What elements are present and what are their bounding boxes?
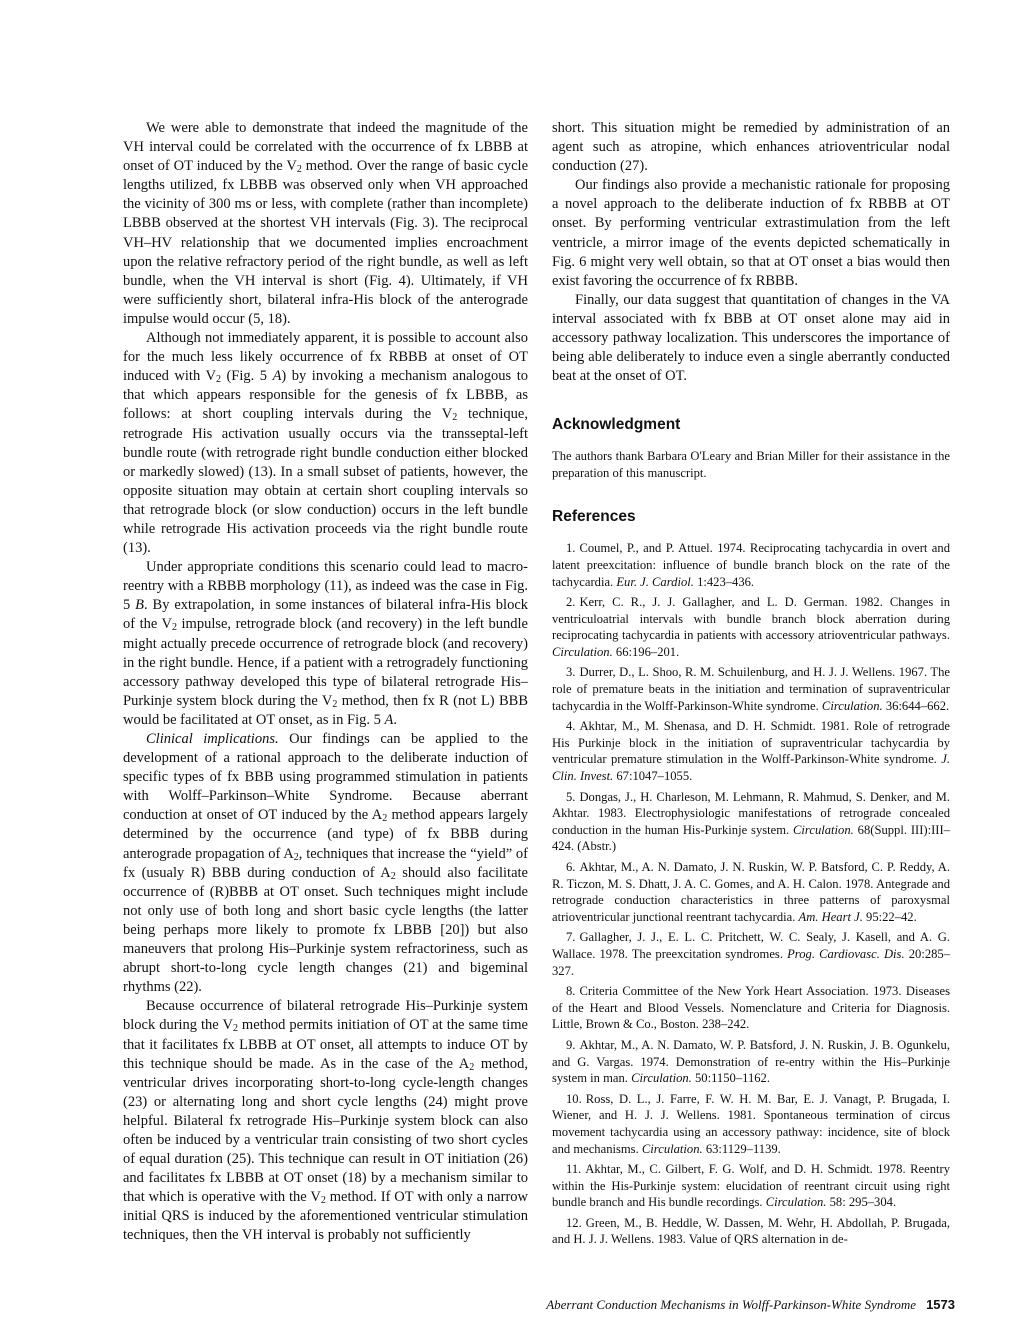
body-paragraph: [123, 730, 528, 997]
reference-number: 9.: [566, 1037, 576, 1052]
running-title: Aberrant Conduction Mechanisms in Wolff-Parkinson-White Syndrome: [546, 1297, 917, 1312]
reference-text: Kerr, C. R., J. J. Gallagher, and L. D. German. 1982. Changes in ventriculoatrial intervals with bundle branch block aberration during reciprocating tachycardia in patients with accessory atrioventricular pathways.: [552, 595, 950, 643]
reference-citation: 66:196–201.: [615, 644, 680, 659]
reference-number: 12.: [566, 1215, 582, 1230]
reference-item: [552, 789, 950, 855]
reference-text: Coumel, P., and P. Attuel. 1974. Reciprocating tachycardia in overt and latent preexcitation: influence of bundle branch block on the rate of the tachycardia.: [552, 541, 950, 589]
reference-item: [552, 718, 950, 784]
reference-journal: Circulation.: [793, 822, 854, 837]
reference-journal: Circulation.: [631, 1071, 692, 1086]
reference-journal: Prog. Cardiovasc. Dis.: [787, 946, 905, 961]
reference-citation: 1:423–436.: [697, 574, 755, 589]
references-heading: References: [552, 508, 636, 526]
reference-item: [552, 983, 950, 1033]
reference-text: Gallagher, J. J., E. L. C. Pritchett, W. C. Sealy, J. Kasell, and A. G. Wallace. 1978. The preexcitation syndromes.: [552, 930, 950, 961]
page-footer: [505, 1297, 955, 1313]
body-paragraph: Under appropriate conditions this scenario could lead to macro-reentry with a RBBB morphology (11), as indeed was the case in Fig. 5 B. By extrapolation, in some instances of bilateral infra-His block of the $V_2$ impulse, retrograde block (and recovery) in the left bundle might actually precede occurrence of retrograde block (and recovery) in the right bundle. Hence, if a patient with a retrogradely functioning accessory pathway developed this type of bilateral retrograde His–Purkinje system block during the $V_2$ method, then fx R (not L) BBB would be facilitated at OT onset, as in Fig. 5 A.: [123, 559, 529, 728]
reference-journal: J. Clin. Invest.: [552, 752, 950, 784]
reference-number: 4.: [566, 719, 576, 734]
section-lead: Clinical implications.: [146, 731, 279, 747]
reference-citation: 50:1150–1162.: [695, 1071, 770, 1086]
reference-item: [552, 594, 950, 660]
reference-text: Ross, D. L., J. Farre, F. W. H. M. Bar, E. J. Vanagt, P. Brugada, I. Wiener, and H. J. J. Wellens. 1981. Spontaneous termination of circus movement tachycardia using an accessory pathway: incidence, site of block and mechanisms.: [552, 1091, 950, 1156]
reference-item: [552, 929, 950, 979]
reference-text: Akhtar, M., C. Gilbert, F. G. Wolf, and D. H. Schmidt. 1978. Reentry within the His-Purkinje system: elucidation of reentrant circuit using right bundle branch and His bundle recordings.: [552, 1162, 950, 1210]
reference-citation: 36:644–662.: [885, 698, 950, 713]
reference-citation: 58: 295–304.: [829, 1195, 897, 1210]
reference-citation: 20:285–327.: [552, 946, 951, 978]
right-column: [552, 119, 950, 1252]
reference-item: [552, 1215, 950, 1248]
reference-number: 8.: [566, 984, 576, 999]
body-paragraph: We were able to demonstrate that indeed the magnitude of the VH interval could be correlated with the occurrence of fx LBBB at onset of OT induced by the $V_2$ method. Over the range of basic cycle lengths utilized, fx LBBB was observed only when VH approached the vicinity of 300 ms or less, with complete (rather than incomplete) LBBB observed at the shortest VH intervals (Fig. 3). The reciprocal VH–HV relationship that we documented implies encroachment upon the relative refractory period of the right bundle, as well as left bundle, when the VH interval is short (Fig. 4). Ultimately, if VH were sufficiently short, bilateral infra-His block of the anterograde impulse would occur (5, 18).: [123, 120, 529, 327]
reference-number: 10.: [566, 1091, 582, 1106]
reference-number: 1.: [566, 541, 576, 556]
reference-number: 5.: [566, 789, 576, 804]
reference-journal: Circulation.: [552, 644, 613, 659]
reference-citation: 68(Suppl. III):III–424. (Abstr.): [552, 822, 950, 854]
reference-text: Akhtar, M., M. Shenasa, and D. H. Schmidt. 1981. Role of retrograde His Purkinje block in the initiation of supraventricular tachycardia by ventricular premature stimulation in the Wolff-Parkinson-White syndrome.: [552, 719, 950, 767]
reference-number: 2.: [566, 595, 576, 610]
reference-text: Dongas, J., H. Charleson, M. Lehmann, R. Mahmud, S. Denker, and M. Akhtar. 1983. Electrophysiologic manifestations of retrograde concealed conduction in the human His-Purkinje system.: [552, 789, 950, 837]
reference-item: [552, 540, 950, 590]
reference-citation: 63:1129–1139.: [705, 1141, 781, 1156]
body-paragraph: Our findings also provide a mechanistic rationale for proposing a novel approach to the deliberate induction of fx RBBB at OT onset. By performing ventricular extrastimulation from the left ventricle, a mirror image of the events depicted schematically in Fig. 6 might very well obtain, so that at OT onset a bias would then exist favoring the occurrence of fx RBBB.: [552, 177, 950, 289]
reference-text: Akhtar, M., A. N. Damato, W. P. Batsford, J. N. Ruskin, J. B. Ogunkelu, and G. Vargas. 1974. Demonstration of re-entry within the His–Purkinje system in man.: [552, 1037, 950, 1086]
reference-journal: Circulation.: [641, 1141, 703, 1156]
reference-journal: Am. Heart J.: [798, 909, 863, 924]
reference-journal: Circulation.: [765, 1195, 827, 1210]
reference-number: 11.: [566, 1162, 582, 1177]
reference-text: Green, M., B. Heddle, W. Dassen, M. Wehr, H. Abdollah, P. Brugada, and H. J. J. Wellens. 1983. Value of QRS alternation in de-: [552, 1215, 950, 1247]
reference-text: Akhtar, M., A. N. Damato, J. N. Ruskin, W. P. Batsford, C. P. Reddy, A. R. Ticzon, M. S. Dhatt, J. A. C. Gomes, and A. H. Calon. 1978. Antegrade and retrograde conduction characteristics in three patterns of paroxysmal atrioventricular junctional reentrant tachycardia.: [552, 860, 950, 924]
acknowledgment-text: The authors thank Barbara O'Leary and Brian Miller for their assistance in the preparation of this manuscript.: [552, 449, 950, 481]
body-paragraph: Finally, our data suggest that quantitation of changes in the VA interval associated with fx BBB at OT onset alone may aid in accessory pathway localization. This underscores the importance of being able deliberately to induce even a single aberrantly conducted beat at the onset of OT.: [552, 291, 950, 385]
body-paragraph: Although not immediately apparent, it is possible to account also for the much less likely occurrence of fx RBBB at onset of OT induced with $V_2$ (Fig. 5 A) by invoking a mechanism analogous to that which appears responsible for the genesis of fx LBBB, as follows: at short coupling intervals during the $V_2$ technique, retrograde His activation usually occurs via the transseptal-left bundle route (with retrograde right bundle conduction either blocked or markedly slowed) (13). In a small subset of patients, however, the opposite situation may obtain at certain short coupling intervals so that retrograde block (or slow conduction) occurs in the left bundle while retrograde His activation proceeds via the right bundle route (13).: [123, 330, 528, 557]
reference-journal: Circulation.: [821, 698, 883, 713]
reference-item: [552, 1091, 950, 1157]
acknowledgment-heading: Acknowledgment: [552, 416, 681, 434]
reference-list: [552, 540, 950, 1248]
reference-number: 7.: [566, 930, 576, 945]
reference-number: 6.: [566, 860, 576, 874]
reference-item: [552, 1037, 950, 1087]
reference-text: Durrer, D., L. Shoo, R. M. Schuilenburg, and H. J. J. Wellens. 1967. The role of premature beats in the initiation and termination of supraventricular tachycardia in the Wolff-Parkinson-White syndrome.: [552, 665, 950, 713]
reference-item: [552, 664, 950, 714]
reference-citation: 67:1047–1055.: [616, 769, 693, 784]
body-paragraph: Because occurrence of bilateral retrograde His–Purkinje system block during the $V_2$ method permits initiation of OT at the same time that it facilitates fx LBBB at OT onset, all attempts to induce OT by this technique should be made. As in the case of the $A_2$ method, ventricular drives incorporating short-to-long cycle-length changes (23) or alternating long and short cycle lengths (24) might prove helpful. Bilateral fx retrograde His–Purkinje system block can also often be induced by a ventricular train consisting of two short cycles of equal duration (25). This technique can result in OT initiation (26) and facilitates fx LBBB at OT onset (18) by a mechanism similar to that which is operative with the $V_2$ method. If OT with only a narrow initial QRS is induced by the aforementioned ventricular stimulation techniques, then the VH interval is probably not sufficiently: [123, 998, 529, 1244]
left-column: [123, 119, 528, 1246]
reference-journal: Eur. J. Cardiol.: [616, 574, 694, 589]
paragraph-text: Our findings can be applied to the development of a rational approach to the deliberate induction of specific types of fx BBB using programmed stimulation in patients with Wolff–Parkinson–White Syndrome. Because aberrant conduction at onset of OT induced by the $A_2$ method appears largely determined by the occurrence (and type) of fx BBB during anterograde propagation of $A_2$, techniques that increase the “yield” of fx (usualy R) BBB during conduction of $A_2$ should also facilitate occurrence of (R)BBB at OT onset. Such techniques might include not only use of both long and short basic cycle lengths (the latter being perhaps more likely to promote fx LBBB [20]) but also maneuvers that prolong His–Purkinje system refractoriness, such as abrupt short-to-long cycle length changes (21) and bigeminal rhythms (22).: [123, 731, 529, 996]
reference-number: 3.: [566, 665, 576, 680]
reference-item: [552, 1161, 950, 1211]
reference-citation: 95:22–42.: [866, 909, 917, 924]
reference-text: Criteria Committee of the New York Heart Association. 1973. Diseases of the Heart and Blood Vessels. Nomenclature and Criteria for Diagnosis. Little, Brown & Co., Boston. 238–242.: [552, 984, 950, 1032]
reference-item: [552, 859, 950, 925]
body-paragraph: short. This situation might be remedied by administration of an agent such as atropine, which enhances atrioventricular nodal conduction (27).: [552, 120, 950, 175]
page-number: 1573: [926, 1297, 955, 1312]
